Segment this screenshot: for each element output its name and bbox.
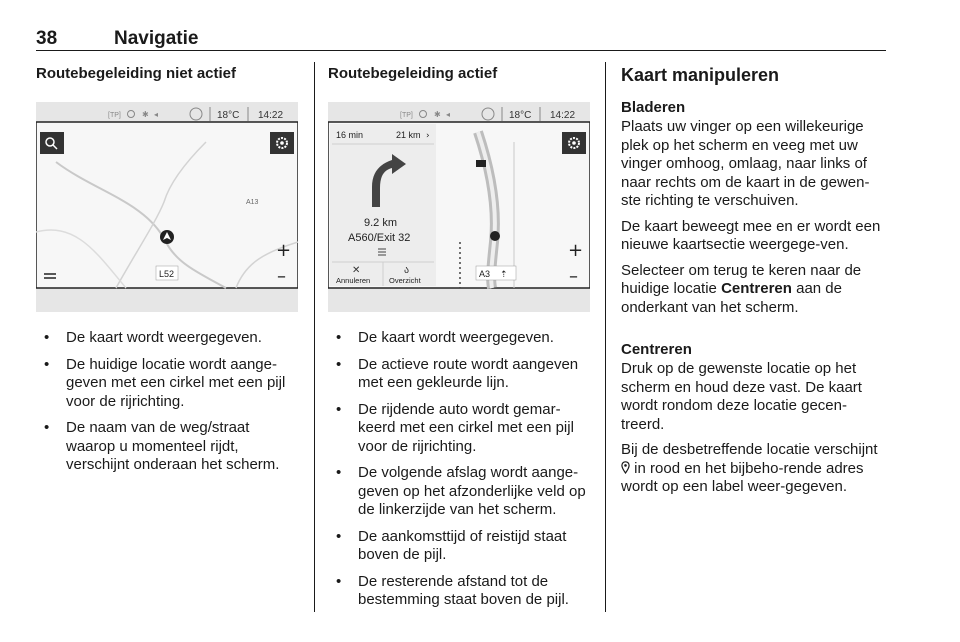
clock: 14:22 <box>258 110 284 121</box>
list-item: • De naam van de weg/straat waarop u momenteel rijdt, verschijnt onderaan het scherm. <box>36 419 302 475</box>
paragraph: De kaart beweegt mee en er wordt een nieuwe kaartsectie weergege-ven. <box>621 217 881 253</box>
paragraph: Druk op de gewenste locatie op het scherm en houd deze vast. De kaart wordt rondom deze locatie gecen-treerd. <box>621 360 862 433</box>
remaining-distance: 21 km <box>396 130 421 140</box>
clock: 14:22 <box>550 110 576 121</box>
zoom-in-button[interactable] <box>568 240 583 261</box>
bullet-list <box>328 329 594 610</box>
list-item: • De aankomsttijd of reistijd staat boven de pijl. <box>328 528 594 565</box>
list-item: • De kaart wordt weergegeven. <box>328 329 594 348</box>
next-turn-panel <box>330 124 436 286</box>
section-heading: Routebegeleiding niet actief <box>36 65 237 82</box>
paragraph: Plaats uw vinger op een willekeurige plek op het scherm en veeg met uw vinger omhoog, omlaag, naar links of naar rechts om de kaart in de gewen-ste richting te verschuiven. <box>621 118 870 209</box>
subheading-bladeren: Bladeren <box>621 99 686 116</box>
map-pin-icon <box>621 461 630 474</box>
road-name-label <box>476 266 516 280</box>
next-turn-distance: 9.2 km <box>364 217 398 229</box>
section-heading: Routebegeleiding actief <box>328 65 498 82</box>
current-location-icon <box>160 230 174 244</box>
temperature: 18°C <box>217 110 240 121</box>
paragraph: Bij de desbetreffende locatie verschijnt in rood en het bijbeho-rende adres wordt op een label weer-gegeven. <box>621 441 878 495</box>
zoom-out-button[interactable] <box>277 266 286 287</box>
centreren-term: Centreren <box>721 280 792 297</box>
temperature: 18°C <box>509 110 532 121</box>
eta: 16 min <box>336 130 364 140</box>
list-item: • De resterende afstand tot de bestemming staat boven de pijl. <box>328 573 594 610</box>
settings-button[interactable] <box>270 132 294 154</box>
svg-text:–: – <box>277 266 286 287</box>
svg-text:Overzicht: Overzicht <box>389 276 421 285</box>
list-item: • De kaart wordt weergegeven. <box>36 329 302 348</box>
next-turn-exit: A560/Exit 32 <box>348 232 411 244</box>
column-route-inactive <box>36 64 302 483</box>
column-divider-1 <box>314 62 315 612</box>
lane-icon: ⇡ <box>500 270 508 280</box>
svg-text:A3: A3 <box>479 269 491 279</box>
route-icon: ა <box>404 265 410 276</box>
header-rule <box>36 50 886 51</box>
column-route-active <box>328 64 594 618</box>
svg-text:+: + <box>276 240 292 261</box>
vehicle-position-icon <box>490 231 500 241</box>
svg-text:◂: ◂ <box>446 110 451 119</box>
list-item: • De volgende afslag wordt aange-geven op het afzonderlijke veld op de linkerzijde van het scherm. <box>328 464 594 520</box>
section-heading: Kaart manipuleren <box>621 65 780 85</box>
svg-text:›: › <box>426 131 430 141</box>
settings-button[interactable] <box>562 132 586 154</box>
svg-text:◂: ◂ <box>154 110 159 119</box>
close-icon: ✕ <box>352 265 361 276</box>
list-item: • De huidige locatie wordt aange-geven met een cirkel met een pijl voor de rijrichting. <box>36 356 302 412</box>
svg-text:✱: ✱ <box>142 110 149 119</box>
screen-map-active <box>328 102 590 312</box>
zoom-in-button[interactable] <box>276 240 291 261</box>
svg-text:[TP]: [TP] <box>400 112 413 119</box>
svg-text:–: – <box>569 266 578 287</box>
list-item: • De rijdende auto wordt gemar-keerd met een cirkel met een pijl voor de rijrichting. <box>328 401 594 457</box>
page-title: Navigatie <box>114 28 199 49</box>
svg-text:Annuleren: Annuleren <box>336 276 371 285</box>
column-divider-2 <box>605 62 606 612</box>
subheading-centreren: Centreren <box>621 341 692 358</box>
road-name-label <box>156 266 178 280</box>
screen-map-inactive <box>36 102 298 312</box>
bullet-list <box>36 329 302 475</box>
search-button[interactable] <box>40 132 64 154</box>
zoom-out-button[interactable] <box>569 266 578 287</box>
svg-text:+: + <box>568 240 584 261</box>
paragraph: Selecteer om terug te keren naar de huidige locatie Centreren aan de onderkant van het scherm. <box>621 261 862 316</box>
column-map-manipulation <box>621 64 889 504</box>
list-item: • De actieve route wordt aangeven met een gekleurde lijn. <box>328 356 594 393</box>
page-number: 38 <box>36 28 58 49</box>
svg-text:[TP]: [TP] <box>108 112 121 119</box>
svg-text:L52: L52 <box>159 269 175 279</box>
svg-text:✱: ✱ <box>434 110 441 119</box>
destination-flag-icon <box>476 160 486 167</box>
exit-label: A13 <box>246 199 259 206</box>
